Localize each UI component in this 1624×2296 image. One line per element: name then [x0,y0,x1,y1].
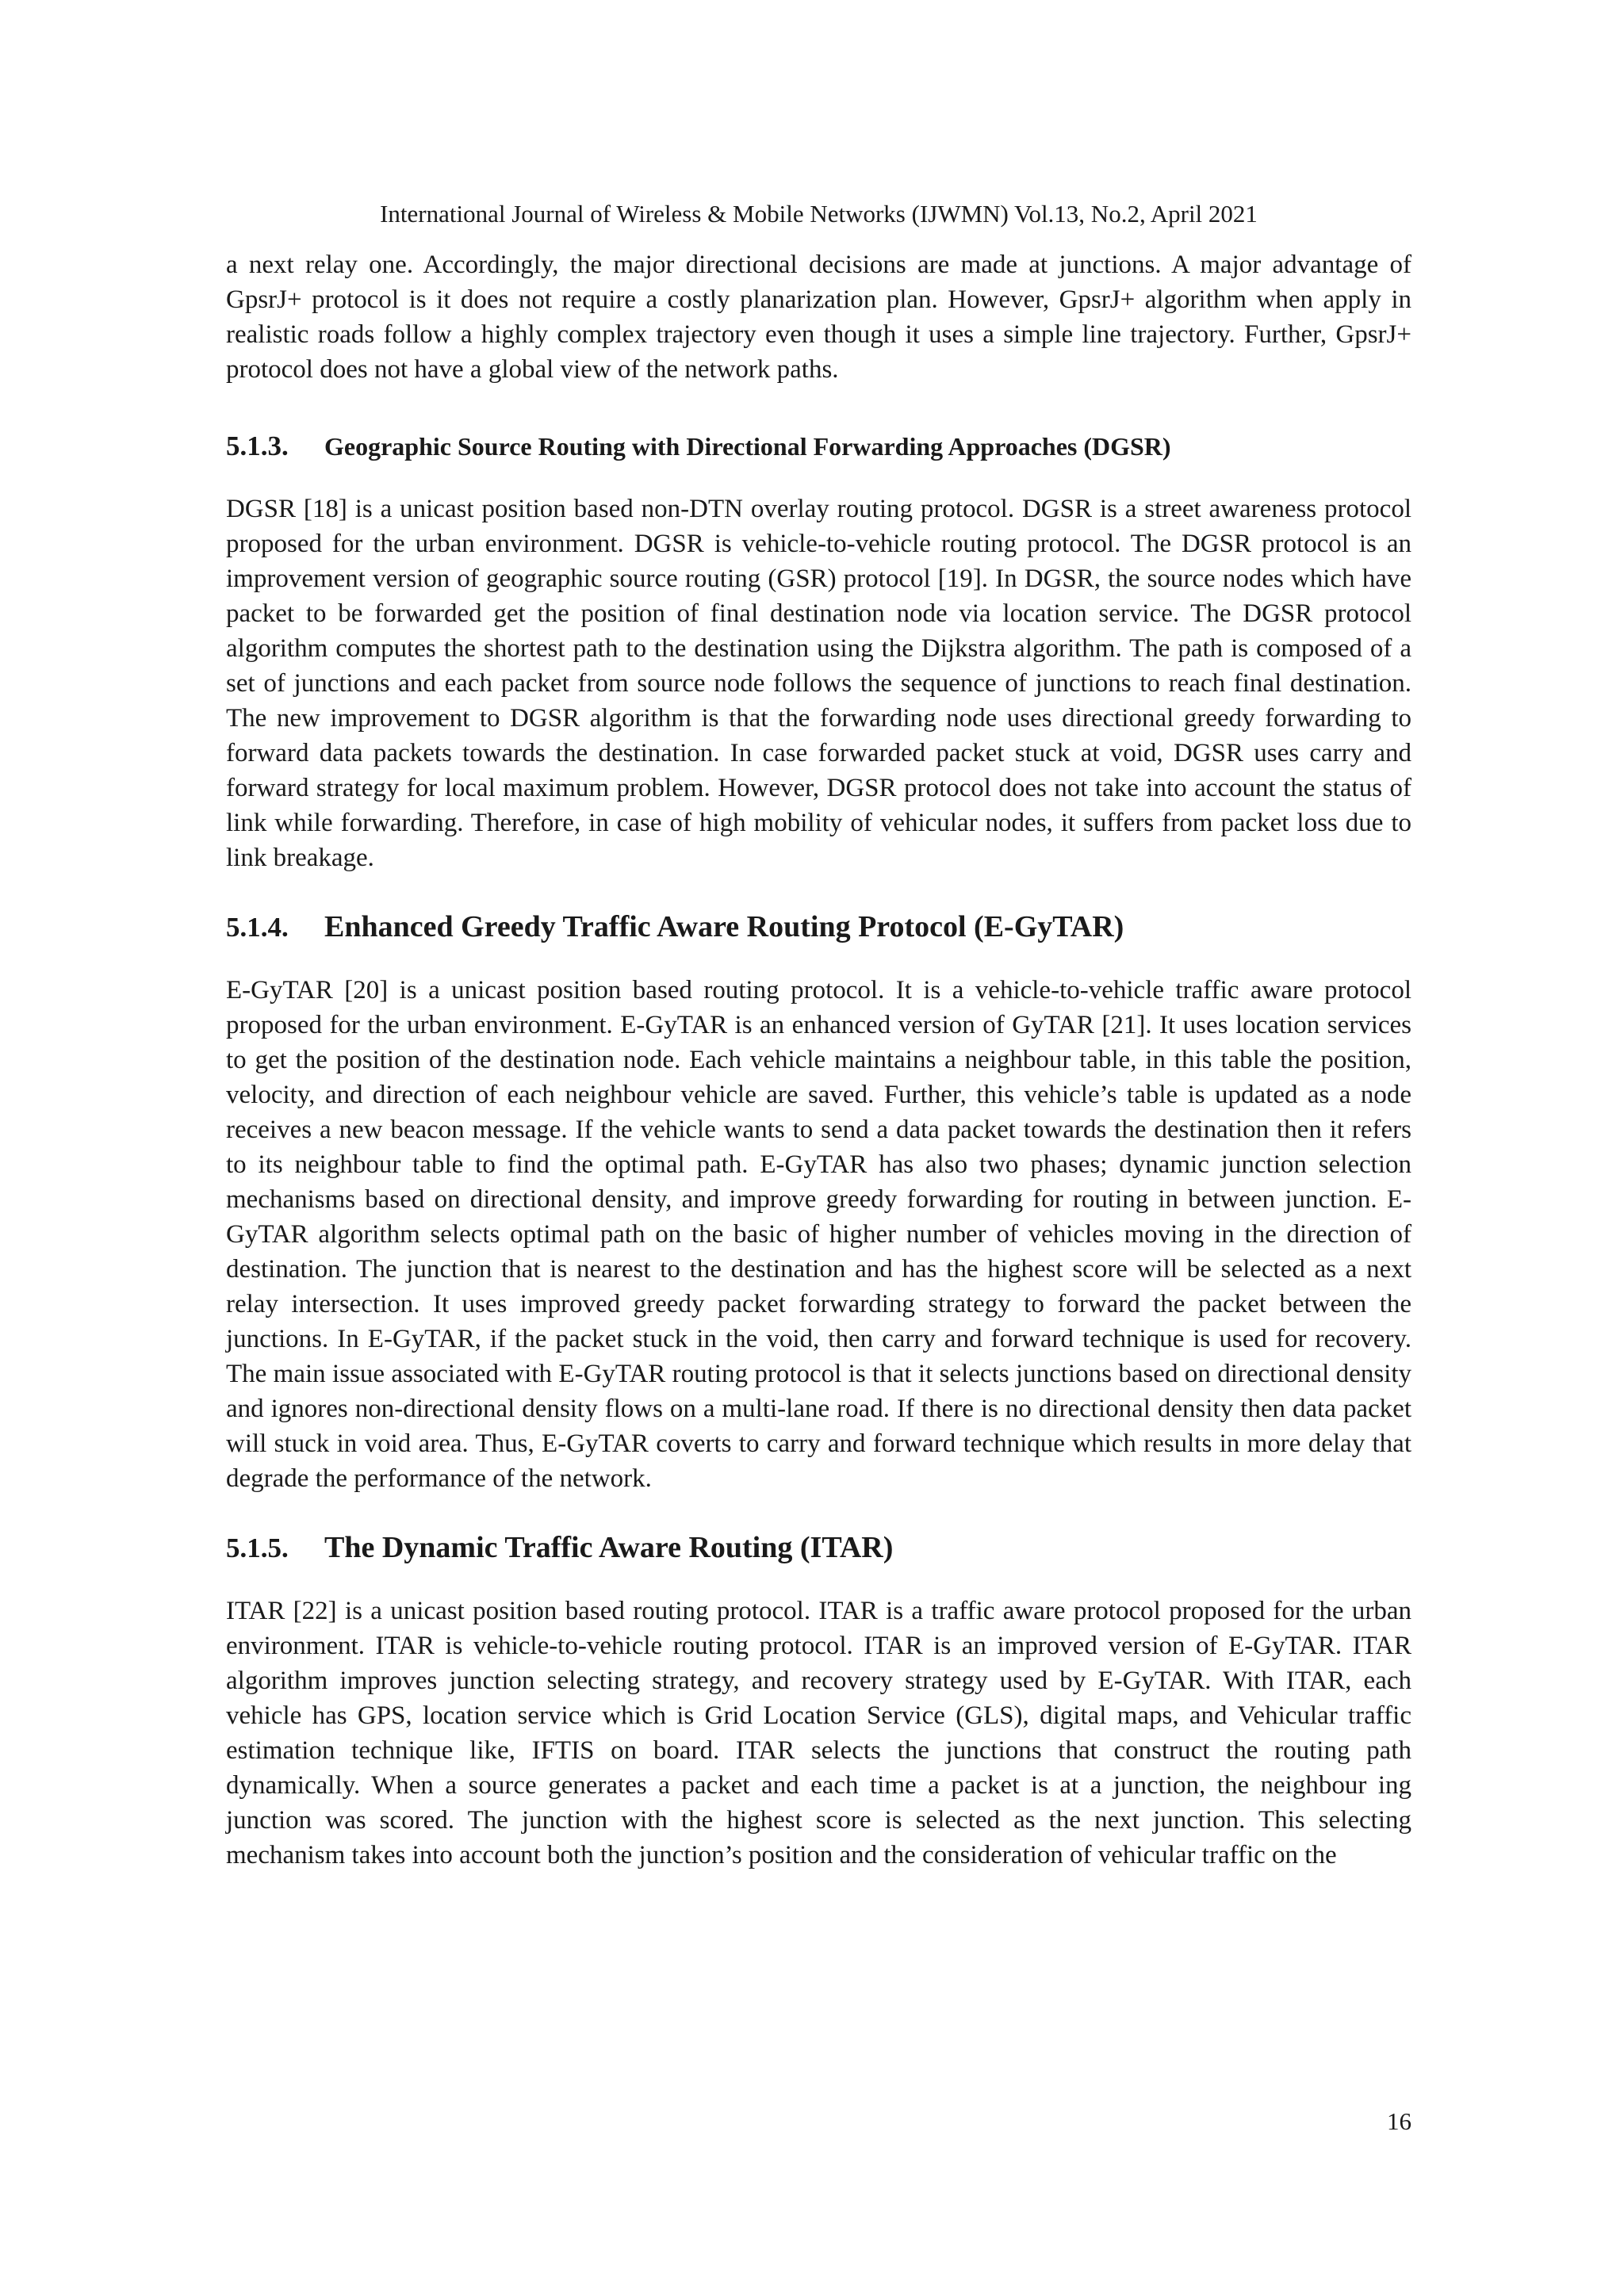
intro-paragraph: a next relay one. Accordingly, the major directional decisions are made at junctions. A major advantage of GpsrJ+ protocol is it does not require a costly planarization plan. However, GpsrJ+ algorithm when apply in realistic roads follow a highly complex trajectory even though it uses a simple line trajectory. Further, GpsrJ+ protocol does not have a global view of the network paths. [226,251,1411,384]
section-paragraph-e-gytar: E-GyTAR [20] is a unicast position based routing protocol. It is a vehicle-to-vehicle traffic aware protocol proposed for the urban environment. E-GyTAR is an enhanced version of GyTAR [21]. It uses location services to get the position of the destination node. Each vehicle maintains a neighbour table, in this table the position, velocity, and direction of each neighbour vehicle are saved. Further, this vehicle’s table is updated as a node receives a new beacon message. If the vehicle wants to send a data packet towards the destination then it refers to its neighbour table to find the optimal path. E-GyTAR has also two phases; dynamic junction selection mechanisms based on directional density, and improve greedy forwarding for routing in between junction. E-GyTAR algorithm selects optimal path on the basic of higher number of vehicles moving in the direction of destination. The junction that is nearest to the destination and has the highest score will be selected as a next relay intersection. It uses improved greedy packet forwarding strategy to forward the packet between the junctions. In E-GyTAR, if the packet stuck in the void, then carry and forward technique is used for recovery. The main issue associated with E-GyTAR routing protocol is that it selects junctions based on directional density and ignores non-directional density flows on a multi-lane road. If there is no directional density then data packet will stuck in void area. Thus, E-GyTAR coverts to carry and forward technique which results in more delay that degrade the performance of the network. [226,976,1411,1493]
section-heading-5-1-4 [226,907,1411,952]
section-number: 5.1.5. [226,1533,289,1563]
section-paragraph-dgsr: DGSR [18] is a unicast position based non-DTN overlay routing protocol. DGSR is a street awareness protocol proposed for the urban environment. DGSR is vehicle-to-vehicle routing protocol. The DGSR protocol is an improvement version of geographic source routing (GSR) protocol [19]. In DGSR, the source nodes which have packet to be forwarded get the position of final destination node via location service. The DGSR protocol algorithm computes the shortest path to the destination using the Dijkstra algorithm. The path is composed of a set of junctions and each packet from source node follows the sequence of junctions to reach final destination. The new improvement to DGSR algorithm is that the forwarding node uses directional greedy forwarding to forward data packets towards the destination. In case forwarded packet stuck at void, DGSR uses carry and forward strategy for local maximum problem. However, DGSR protocol does not take into account the status of link while forwarding. Therefore, in case of high mobility of vehicular nodes, it suffers from packet loss due to link breakage. [226,495,1411,872]
section-heading-5-1-3 [226,427,1411,471]
section-title: Geographic Source Routing with Directional Forwarding Approaches (DGSR) [324,432,1171,461]
section-number: 5.1.4. [226,912,289,943]
page-number: 16 [1387,2107,1411,2135]
section-paragraph-itar: ITAR [22] is a unicast position based routing protocol. ITAR is a traffic aware protocol proposed for the urban environment. ITAR is vehicle-to-vehicle routing protocol. ITAR is an improved version of E-GyTAR. ITAR algorithm improves junction selecting strategy, and recovery strategy used by E-GyTAR. With ITAR, each vehicle has GPS, location service which is Grid Location Service (GLS), digital maps, and Vehicular traffic estimation technique like, IFTIS on board. ITAR selects the junctions that construct the routing path dynamically. When a source generates a packet and each time a packet is at a junction, the neighbour ing junction was scored. The junction with the highest score is selected as the next junction. This selecting mechanism takes into account both the junction’s position and the consideration of vehicular traffic on the [226,1597,1411,1869]
section-number: 5.1.3. [226,430,289,461]
section-title: Enhanced Greedy Traffic Aware Routing Protocol (E-GyTAR) [324,910,1124,943]
document-page [226,0,1411,2296]
section-heading-5-1-5 [226,1528,1411,1573]
page-body [226,247,1411,1904]
section-title: The Dynamic Traffic Aware Routing (ITAR) [324,1531,894,1564]
running-header: International Journal of Wireless & Mobile Networks (IJWMN) Vol.13, No.2, April 2021 [380,200,1258,228]
